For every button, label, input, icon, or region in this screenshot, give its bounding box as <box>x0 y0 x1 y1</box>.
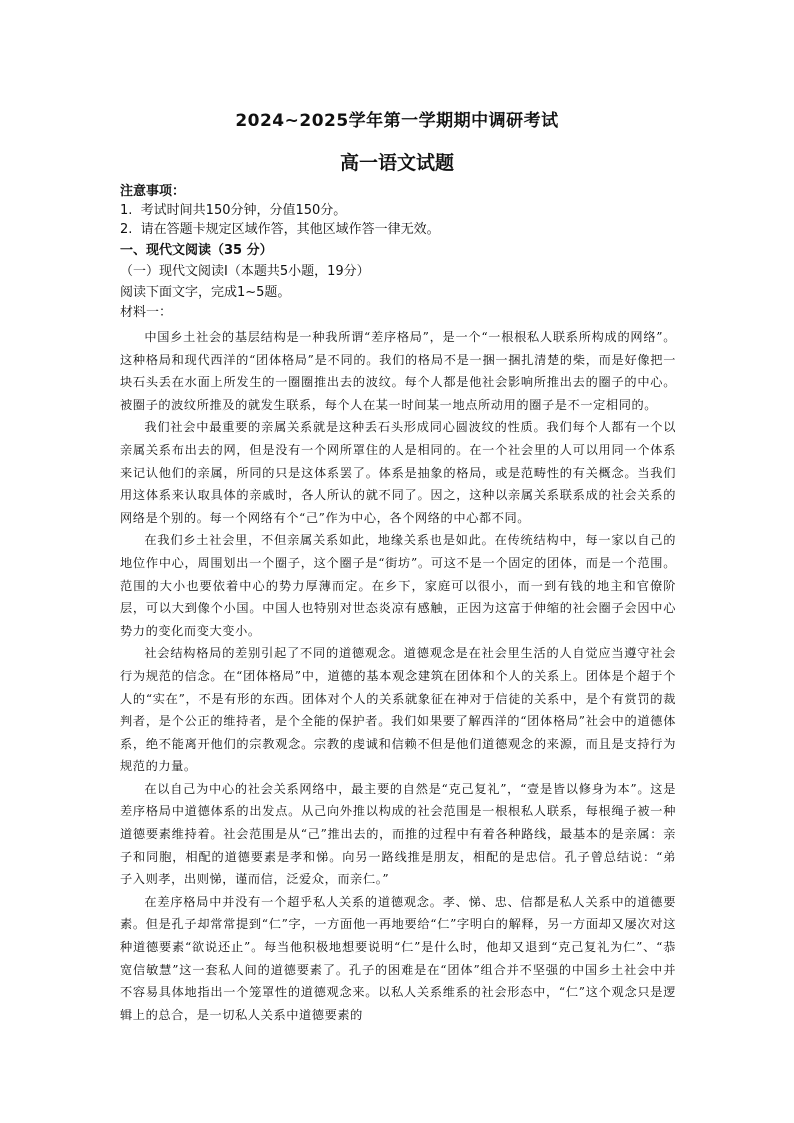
paragraph: 在我们乡土社会里，不但亲属关系如此，地缘关系也是如此。在传统结构中，每一家以自己的地位作中心，周围划出一个圈子，这个圈子是“街坊”。可这不是一个固定的团体，而是一个范围。范围的大小也要依着中心的势力厚薄而定。在乡下，家庭可以很小，而一到有钱的地主和官僚阶层，可以大到像个小国。中国人也特别对世态炎凉有感触，正因为这富于伸缩的社会圈子会因中心势力的变化而变大变小。 <box>120 533 676 638</box>
paragraph: 社会结构格局的差别引起了不同的道德观念。道德观念是在社会里生活的人自觉应当遵守社会行为规范的信念。在“团体格局”中，道德的基本观念建筑在团体和个人的关系上。团体是个超于个人的“实在”，不是有形的东西。团体对个人的关系就象征在神对于信徒的关系中，是个有赏罚的裁判者，是个公正的维持者，是个全能的保护者。我们如果要了解西洋的“团体格局”社会中的道德体系，绝不能离开他们的宗教观念。宗教的虔诚和信赖不但是他们道德观念的来源，而且是支持行为规范的力量。 <box>120 646 676 774</box>
exam-subtitle: 高一语文试题 <box>339 152 454 174</box>
exam-title: 2024~2025学年第一学期期中调研考试 <box>235 111 559 131</box>
note-item-1: 1. 考试时间共150分钟，分值150分。 <box>120 203 347 218</box>
paragraph: 在以自己为中心的社会关系网络中，最主要的自然是“克己复礼”，“壹是皆以修身为本”。这是差序格局中道德体系的出发点。从己向外推以构成的社会范围是一根根私人联系，每根绳子被一种道德要素维持着。社会范围是从“己”推出去的，而推的过程中有着各种路线，最基本的是亲属：亲子和同胞，相配的道德要素是孝和悌。向另一路线推是朋友，相配的是忠信。孔子曾总结说：“弟子入则孝，出则悌，谨而信，泛爱众，而亲仁。” <box>120 781 676 887</box>
sub-section-title: （一）现代文阅读Ⅰ（本题共5小题，19分） <box>120 264 370 279</box>
notes-heading: 注意事项： <box>120 184 186 199</box>
material-text <box>120 326 676 1026</box>
paragraph: 在差序格局中并没有一个超乎私人关系的道德观念。孝、悌、忠、信都是私人关系中的道德要素。但是孔子却常常提到“仁”字，一方面他一再地要给“仁”字明白的解释，另一方面却又屡次对这种道德要素“欲说还止”。每当他积极地想要说明“仁”是什么时，他却又退到“克己复礼为仁”、“恭宽信敏慧”这一套私人间的道德要素了。孔子的困难是在“团体”组合并不坚强的中国乡土社会中并不容易具体地指出一个笼罩性的道德观念来。以私人关系维系的社会形态中，“仁”这个观念只是逻辑上的总合，是一切私人关系中道德要素的 <box>120 894 676 1022</box>
material-label: 材料一： <box>120 305 173 320</box>
paragraph: 我们社会中最重要的亲属关系就是这种丢石头形成同心圆波纹的性质。我们每个人都有一个以亲属关系布出去的网，但是没有一个网所罩住的人是相同的。在一个社会里的人可以用同一个体系来记认他们的亲属，所同的只是这体系罢了。体系是抽象的格局，或是范畴性的有关概念。当我们用这体系来认取具体的亲戚时，各人所认的就不同了。因之，这种以亲属关系联系成的社会关系的网络是个别的。每一个网络有个“己”作为中心，各个网络的中心都不同。 <box>120 420 676 525</box>
paragraph: 中国乡土社会的基层结构是一种我所谓“差序格局”，是一个“一根根私人联系所构成的网络”。这种格局和现代西洋的“团体格局”是不同的。我们的格局不是一捆一捆扎清楚的柴，而是好像把一块石头丢在水面上所发生的一圈圈推出去的波纹。每个人都是他社会影响所推出去的圈子的中心。被圈子的波纹所推及的就发生联系，每个人在某一时间某一地点所动用的圈子是不一定相同的。 <box>120 330 676 412</box>
reading-instruction: 阅读下面文字，完成1~5题。 <box>120 285 291 300</box>
section-title: 一、现代文阅读（35 分） <box>120 243 273 258</box>
note-item-2: 2. 请在答题卡规定区域作答，其他区域作答一律无效。 <box>120 222 440 237</box>
